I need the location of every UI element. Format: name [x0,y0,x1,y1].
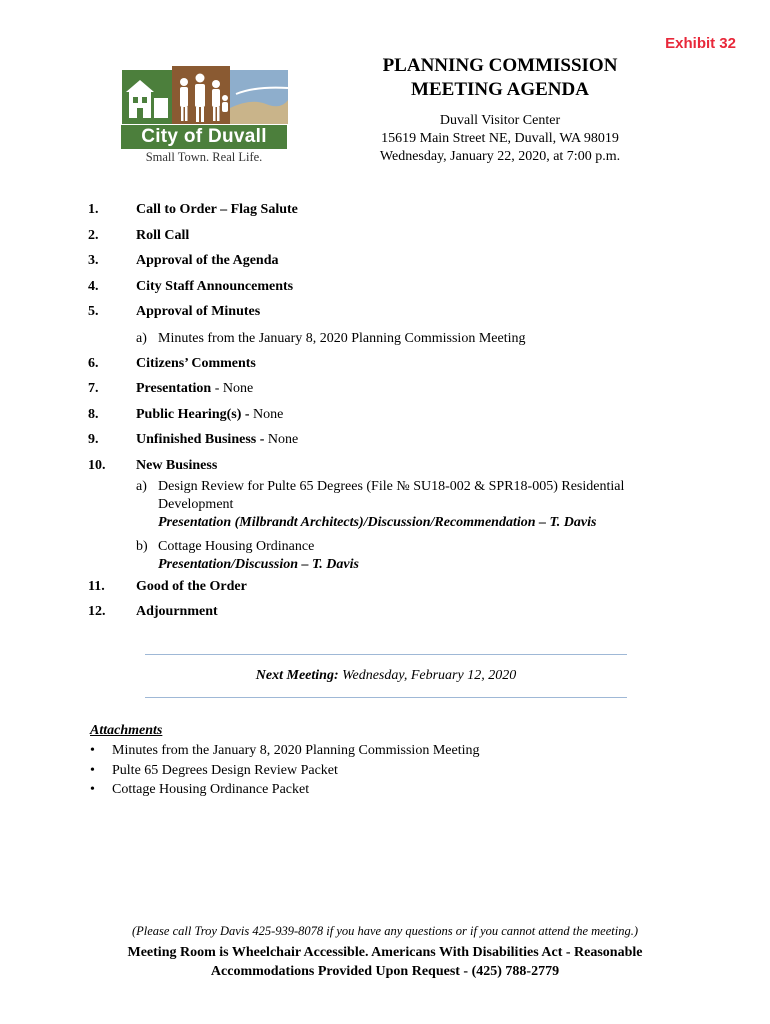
agenda-item-number: 12. [88,604,106,620]
subitem-text: Minutes from the January 8, 2020 Planning Commission Meeting [158,330,526,346]
attachment-name: Cottage Housing Ordinance Packet [112,782,310,797]
agenda-item [88,407,688,433]
agenda-item-title: City Staff Announcements [136,278,294,294]
agenda-item-suffix: - None [211,381,254,397]
agenda-item-number: 7. [88,381,99,397]
list-item [90,780,479,800]
logo-city-name: City of Duvall [121,125,287,149]
bullet-icon: • [90,762,95,778]
contact-note: (Please call Troy Davis 425-939-8078 if you have any questions or if you cannot attend the meeting.) [131,924,639,938]
agenda-item [88,604,688,630]
agenda-item [88,356,688,382]
agenda-list [88,202,688,630]
agenda-item-title: Good of the Order [136,578,247,594]
accessibility-line1: Meeting Room is Wheelchair Accessible. Americans With Disabilities Act - Reasonable [127,945,643,960]
venue-name: Duvall Visitor Center [439,113,561,128]
subitem-text: Cottage Housing Ordinance [158,538,315,554]
subitem-letter: a) [136,478,147,494]
agenda-item-title: Approval of Minutes [136,304,261,320]
agenda-item-title: New Business [136,457,218,473]
page-title-line1: PLANNING COMMISSION [382,55,618,76]
agenda-item-title: Citizens’ Comments [136,355,256,371]
agenda-item-number: 1. [88,202,99,217]
attachments-section [90,722,479,800]
page-title-line2: MEETING AGENDA [411,79,589,100]
logo-tagline: Small Town. Real Life. [145,150,263,164]
agenda-item-number: 4. [88,278,99,294]
next-meeting [145,668,627,684]
attachment-name: Minutes from the January 8, 2020 Planning Commission Meeting [112,743,480,758]
next-meeting-label: Next Meeting: [255,668,339,683]
subitem-text: Design Review for Pulte 65 Degrees (File № SU18-002 & SPR18-005) Residential [158,478,625,494]
agenda-item-title: Adjournment [136,604,218,620]
agenda-item [88,381,688,407]
footer [0,924,770,981]
agenda-item [88,304,688,330]
agenda-item [88,279,688,305]
agenda-item [88,432,688,458]
exhibit-label: Exhibit 32 [665,35,736,52]
city-logo-illustration [116,64,292,124]
divider [145,654,627,655]
agenda-item-title: Unfinished Business - [136,432,265,448]
attachments-list [90,741,479,800]
meeting-datetime: Wednesday, January 22, 2020, at 7:00 p.m. [379,149,621,164]
agenda-header [330,54,670,166]
agenda-item-title: Roll Call [136,227,190,243]
agenda-item-number: 8. [88,406,99,422]
accessibility-line2: Accommodations Provided Upon Request - (425) 788-2779 [210,964,560,979]
agenda-item-number: 10. [88,457,106,473]
agenda-item-title: Call to Order – Flag Salute [136,202,298,217]
city-logo [116,64,292,164]
agenda-item-number: 11. [88,578,105,594]
next-meeting-date: Wednesday, February 12, 2020 [338,668,517,683]
divider [145,697,627,698]
agenda-item [88,579,688,605]
bullet-icon: • [90,743,95,758]
agenda-item-title: Public Hearing(s) - [136,406,250,422]
agenda-item-number: 6. [88,355,99,371]
agenda-item [88,228,688,254]
agenda-item [88,202,688,228]
bullet-icon: • [90,782,95,797]
agenda-item-number: 3. [88,253,99,269]
agenda-subitem [136,330,688,356]
venue-address: 15619 Main Street NE, Duvall, WA 98019 [381,131,619,146]
subitem-presenter: Presentation (Milbrandt Architects)/Discussion/Recommendation – T. Davis [158,514,597,530]
agenda-item-suffix: None [264,432,299,448]
list-item [90,761,479,781]
subitem-text: Development [158,496,234,512]
subitem-letter: b) [136,538,148,554]
agenda-item-suffix: None [249,406,284,422]
attachments-title: Attachments [90,723,163,738]
subitem-presenter: Presentation/Discussion – T. Davis [158,556,359,572]
list-item [90,741,479,761]
agenda-item-title: Presentation [136,381,212,397]
agenda-item-number: 5. [88,304,99,320]
agenda-item [88,253,688,279]
agenda-item-number: 9. [88,432,99,448]
agenda-subitem [136,538,688,574]
agenda-subitem [136,478,688,532]
agenda-item-title: Approval of the Agenda [136,253,279,269]
attachment-name: Pulte 65 Degrees Design Review Packet [112,762,338,778]
subitem-letter: a) [136,330,147,346]
agenda-item-number: 2. [88,227,99,243]
